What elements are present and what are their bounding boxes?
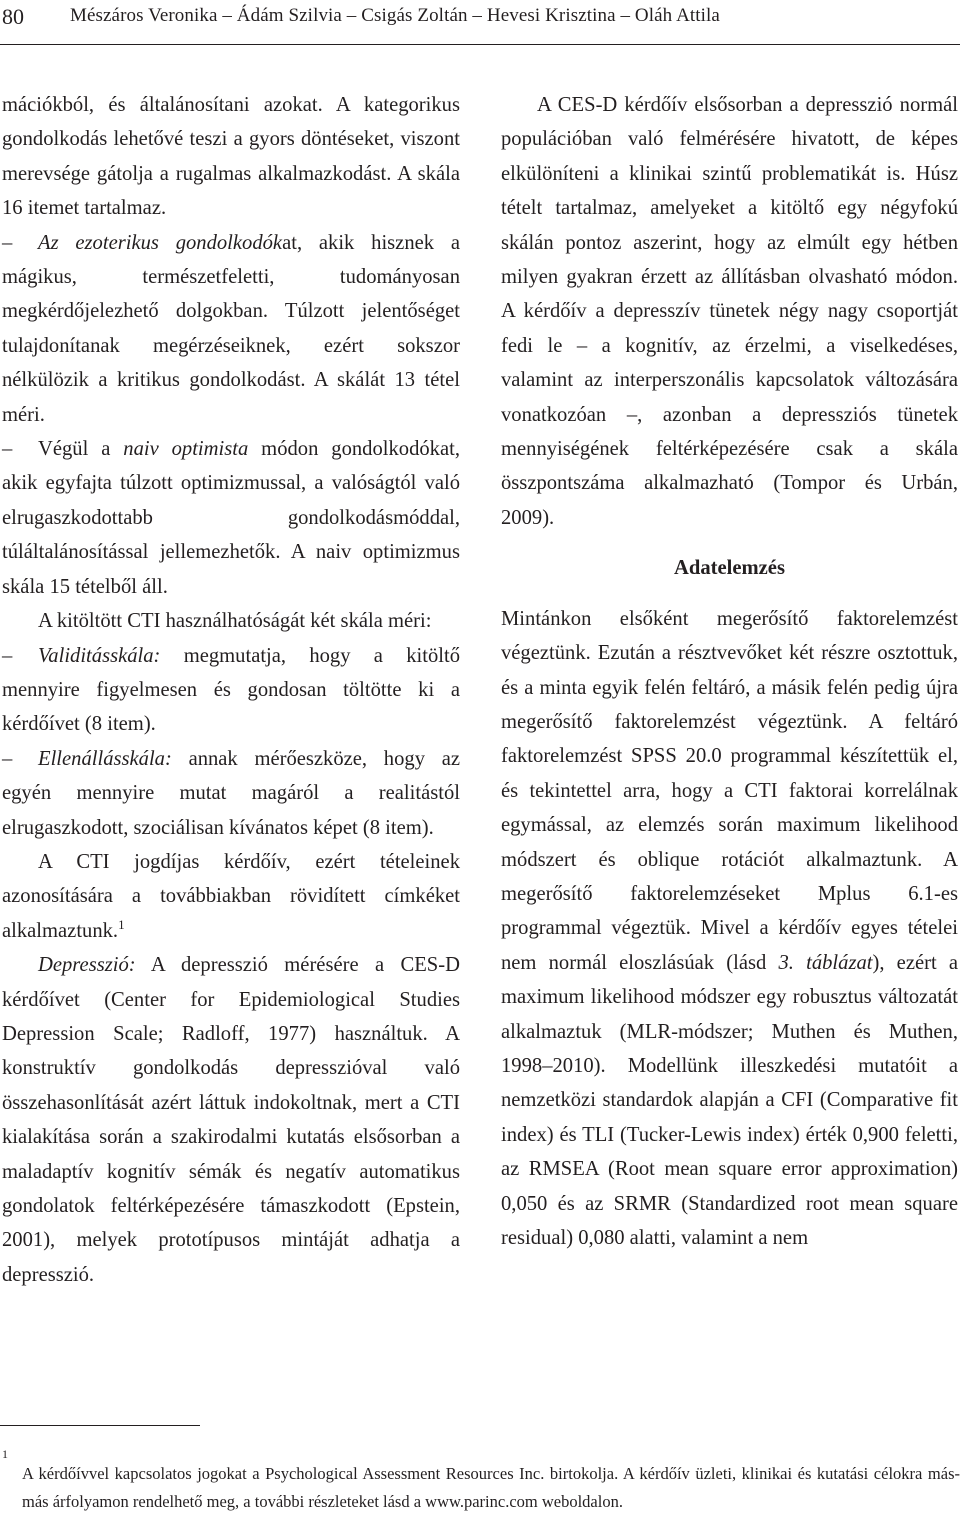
footnote-rule bbox=[0, 1425, 200, 1426]
paragraph-depression bbox=[2, 948, 460, 1292]
paragraph: A CES-D kérdőív elsősorban a depresszió normál populációban való felmérésére hivatott, de képes elkülöníteni a klinikai szintű problematikát is. Húsz tételt tartalmaz, amelyeket a kitöltő egy négyfokú skálán pontoz aszerint, hogy az elmúlt egy hétben milyen gyakran érzett az állításban olvasható módon. A kérdőív a depresszív tünetek négy nagy csoportját fedi le – a kognitív, az érzelmi, a viselkedéses, valamint az interperszonális kapcsolatok változására vonatkozóan –, azonban a depressziós tünetek mennyiségének feltérképezésére csak a skála összpontszáma alkalmazható (Tompor és Urbán, 2009). bbox=[501, 94, 958, 529]
paragraph-esoteric bbox=[2, 226, 460, 432]
paragraph-resistance-scale bbox=[2, 742, 460, 845]
dash-bullet: – bbox=[2, 231, 13, 254]
left-column bbox=[2, 88, 460, 1292]
paragraph: mációkból, és általánosítani azokat. A kategorikus gondolkodás lehetővé teszi a gyors döntéseket, viszont merevsége gátolja a rugalmas alkalmazkodást. A skála 16 itemet tartalmaz. bbox=[2, 94, 460, 220]
paragraph-text: módon gondolkodókat, akik egyfajta túlzott optimizmussal, a valóságtól való elrugaszkodottabb gondolkodásmóddal, túláltalánosítással jellemezhetők. A naiv optimizmus skála 15 tételből áll. bbox=[2, 438, 460, 598]
right-column bbox=[501, 88, 958, 1255]
footnote-text: A kérdőívvel kapcsolatos jogokat a Psychological Assessment Resources Inc. birtokolja. A kérdőív üzleti, klinikai és kutatási célokra más-más árfolyamon rendelhető meg, a további részleteket lásd a www.parinc.com weboldalon. bbox=[22, 1464, 960, 1511]
footnote-reference: 1 bbox=[118, 916, 125, 932]
paragraph-copyright bbox=[2, 845, 460, 948]
term-depression: Depresszió: bbox=[38, 954, 136, 977]
table-reference: 3. táblázat bbox=[778, 951, 873, 974]
paragraph-text: Végül a bbox=[38, 438, 124, 461]
paragraph-naive-optimist bbox=[2, 432, 460, 604]
dash-bullet: – bbox=[2, 438, 13, 461]
page-header bbox=[0, 0, 960, 40]
page-number: 80 bbox=[2, 4, 24, 29]
term-validity-scale: Validitásskála: bbox=[38, 644, 161, 667]
paragraph-text: at, akik hisznek a mágikus, természetfeletti, tudományosan megkérdőjelezhető dolgokban. Túlzott jelentőséget tulajdonítanak megérzéseiknek, ezért sokszor nélkülözik a kritikus gondolkodást. A skálát 13 tétel méri. bbox=[2, 231, 460, 426]
paragraph-text: A CTI jogdíjas kérdőív, ezért tételeinek azonosítására a továbbiakban rövidített címkéket alkalmaztunk. bbox=[2, 850, 460, 942]
paragraph: A kitöltött CTI használhatóságát két skála méri: bbox=[38, 610, 432, 633]
dash-bullet: – bbox=[2, 644, 13, 667]
paragraph-text: megmutatja, hogy a kitöltő mennyire figyelmesen és gondosan töltötte ki a kérdőívet (8 item). bbox=[2, 644, 460, 736]
paragraph-text: ), ezért a maximum likelihood módszer egy robusztus változatát alkalmaztuk (MLR-módszer; Muthen és Muthen, 1998–2010). Modellünk illeszkedési mutatóit a nemzetközi standardok alapján a CFI (Comparative fit index) és TLI (Tucker-Lewis index) érték 0,900 feletti, az RMSEA (Root mean square error approximation) 0,050 és az SRMR (Standardized root mean square residual) 0,080 alatti, valamint a nem bbox=[501, 951, 958, 1249]
header-rule bbox=[0, 44, 960, 45]
paragraph-text: Mintánkon elsőként megerősítő faktorelemzést végeztünk. Ezután a résztvevőket két részre osztottuk, és a minta egyik felén feltáró, a másik felén pedig újra megerősítő faktorelemzést végeztünk. A feltáró faktorelemzést SPSS 20.0 programmal készítettük el, és tekintettel arra, hogy a CTI faktorai korrelálnak egymással, az elemzés során maximum likelihood módszert és oblique rotációt alkalmaztunk. A megerősítő faktorelemzéseket Mplus 6.1-es programmal végeztük. Mivel a kérdőív egyes tételei nem normál eloszlásúak (lásd bbox=[501, 607, 958, 974]
term-resistance-scale: Ellenállásskála: bbox=[38, 747, 172, 770]
term-naive-optimist: naiv optimista bbox=[123, 438, 249, 461]
term-esoteric: Az ezoterikus gondolkodók bbox=[38, 231, 283, 254]
paragraph-analysis bbox=[501, 602, 958, 1256]
section-heading: Adatelemzés bbox=[674, 557, 785, 580]
paragraph-validity-scale bbox=[2, 639, 460, 742]
paragraph-text: A depresszió mérésére a CES-D kérdőívet (Center for Epidemiological Studies Depression Scale; Radloff, 1977) használtuk. A konstruktív gondolkodás depresszióval való összehasonlítását azért láttuk indokoltnak, mert a CTI kialakítása során a szakirodalmi kutatás elsősorban a maladaptív kognitív sémák és negatív automatikus gondolatok feltérképezésére támaszkodott (Epstein, 2001), melyek prototípusos mintáját adhatja a depresszió. bbox=[2, 954, 460, 1286]
footnote: 1 A kérdőívvel kapcsolatos jogokat a Psychological Assessment Resources Inc. birtokolja. A kérdőív üzleti, klinikai és kutatási célokra más-más árfolyamon rendelhető meg, a további részleteket lásd a www.parinc.com weboldalon. bbox=[0, 1460, 960, 1516]
running-head-authors: Mészáros Veronika – Ádám Szilvia – Csigás Zoltán – Hevesi Krisztina – Oláh Attila bbox=[70, 5, 720, 26]
dash-bullet: – bbox=[2, 747, 13, 770]
paragraph-text: annak mérőeszköze, hogy az egyén mennyire mutat magáról a realitástól elrugaszkodott, szociálisan kívánatos képet (8 item). bbox=[2, 747, 460, 839]
